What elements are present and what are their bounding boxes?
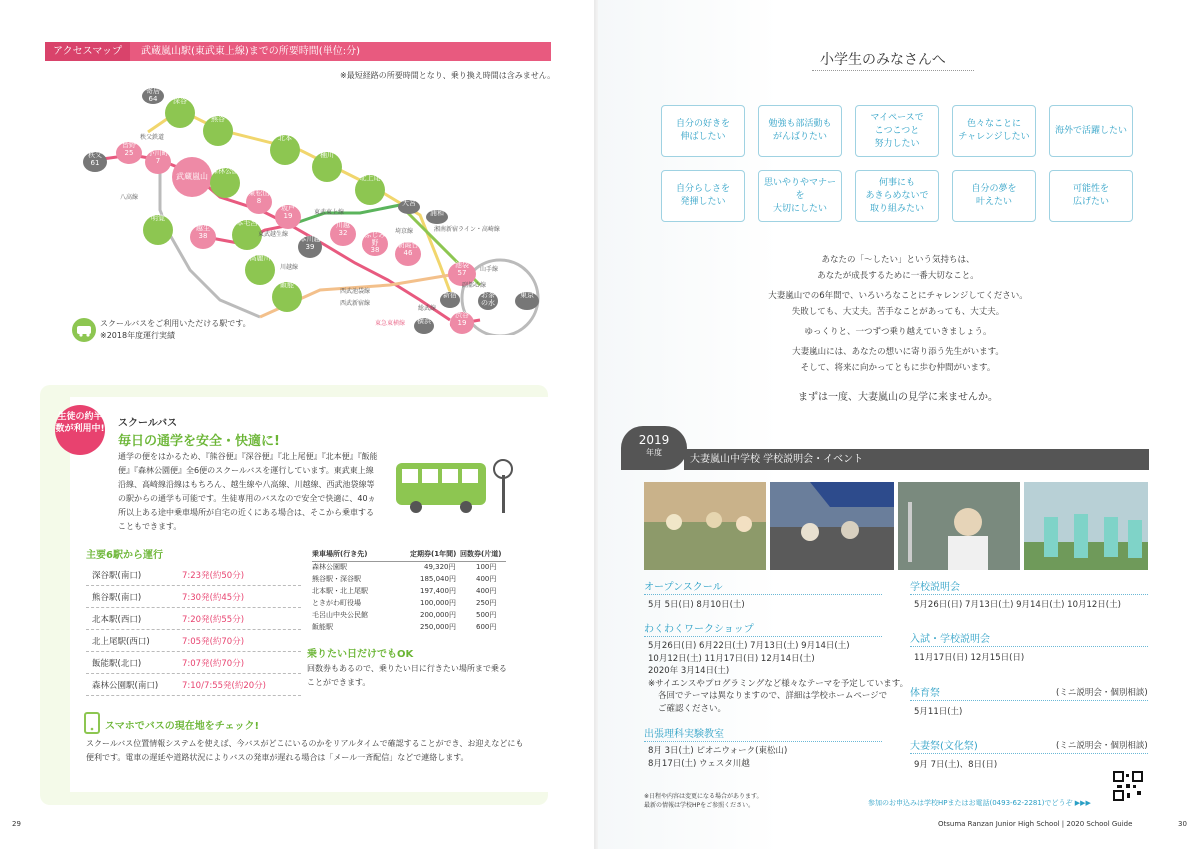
- wish-card: 可能性を 広げたい: [1049, 170, 1133, 222]
- station-fukaya: 深谷: [165, 98, 195, 128]
- schedule-title: 主要6駅から運行: [86, 550, 163, 561]
- schedule-table: [86, 563, 301, 703]
- schedule-footnote: ※日程や内容は変更になる場合があります。 最新の情報は学校HPをご参照ください。: [644, 793, 763, 809]
- event-subnote: (ミニ説明会・個別相談): [1056, 741, 1148, 751]
- schedule-row: 飯能駅(北口) 7:07発(約70分): [86, 651, 301, 674]
- divider: [644, 741, 882, 742]
- event-header-bar: 大妻嵐山中学校 学校説明会・イベント: [684, 449, 1149, 470]
- map-line-label: 副都心線: [462, 282, 487, 289]
- smartphone-icon: [84, 712, 100, 734]
- event-title-exam-session: 入試・学校説明会: [910, 634, 990, 645]
- map-line-label: 秩父鉄道: [140, 134, 165, 141]
- access-note: ※最短経路の所要時間となり、乗り換え時間は含みません。: [340, 71, 556, 80]
- access-map-header: [45, 42, 551, 61]
- ride-flex-title: 乗りたい日だけでもOK: [307, 649, 414, 660]
- event-title-festival: 大妻祭(文化祭): [910, 741, 978, 752]
- divider: [644, 594, 882, 595]
- station-hon-moro: 本毛呂: [232, 220, 262, 250]
- bus-description: 通学の便をはかるため、『熊谷便』『深谷便』『北上尾便』『北本便』『飯能便』『森林公園便』全6便のスクールバスを運行しています。東武東上線沿線、高崎線沿線はもちろん、越生線や八高線、川越線、西武池袋線等の駅からの通学も可能です。生徒専用のバスなので安全で快適に、40ヵ所以上ある途中乗車場所が自宅の近くにある場合は、そこから乗車することもできます。: [118, 452, 378, 531]
- divider: [910, 700, 1148, 701]
- station-shinrin-koen: 森林公園: [210, 168, 240, 198]
- map-line-label: 川越線: [280, 264, 299, 271]
- page-title: 小学生のみなさんへ: [820, 52, 946, 68]
- event-dates: 11月17日(日) 12月15日(日): [914, 653, 1025, 663]
- event-dates: 5月26日(日) 6月22日(土) 7月13日(土) 9月14日(土) 10月12日(土) 11月17日(日) 12月14日(土) 2020年 3月14日(土) ※サイエンスやプログラミングなど様々なテーマを予定しています。 各回でテーマは異なりますので、詳細は学校ホームページで ご確認ください。: [648, 641, 909, 714]
- left-page: [0, 0, 596, 849]
- event-dates: 9月 7日(土)、8日(日): [914, 760, 998, 770]
- station-okegawa: 桶川: [312, 152, 342, 182]
- bus-tracker-body: スクールバス位置情報システムを使えば、今バスがどこにいるのかをリアルタイムで確認することができ、お迎えなどにも便利です。電車の遅延や道路状況によりバスの発車が遅れる場合は「メール一斉配信」などで連絡します。: [86, 739, 524, 762]
- station-kita-ageo: 北上尾: [355, 175, 385, 205]
- station-shinjuku: 新宿: [440, 292, 460, 308]
- bus-legend-note: ※2018年度運行実績: [100, 331, 176, 340]
- station-omiya: 大宮: [398, 200, 420, 214]
- page-number-right: 30: [1178, 820, 1187, 828]
- station-tokyo: 東京: [515, 292, 539, 310]
- wish-card: 色々なことに チャレンジしたい: [952, 105, 1036, 157]
- divider: [644, 636, 882, 637]
- fare-row: 熊谷駅・深谷駅 185,040円 400円: [312, 575, 497, 583]
- station-komagawa: 高麗川: [245, 255, 275, 285]
- map-line-label: 埼京線: [395, 228, 414, 235]
- map-line-label: 湘南新宿ライン・高崎線: [434, 226, 500, 233]
- contact-info: 参加のお申込みは学校HPまたはお電話(0493-62-2281)でどうぞ ▶▶▶: [868, 799, 1091, 807]
- map-line-label: 西武池袋線: [340, 288, 371, 295]
- station-hanno: 飯能: [272, 282, 302, 312]
- station-ikebukuro: 池袋 57: [448, 262, 476, 286]
- station-ochanomizu: お茶の水: [478, 292, 498, 310]
- schedule-row: 北上尾駅(西口) 7:05発(約70分): [86, 629, 301, 652]
- event-dates: 5月11日(土): [914, 707, 963, 717]
- station-asakadai: 朝霞台 46: [395, 242, 421, 266]
- bus-tracker-title: スマホでバスの現在地をチェック!: [105, 721, 260, 732]
- station-hon-kawagoe: 本川越 39: [298, 236, 322, 258]
- wish-card: マイペースで こつこつと 努力したい: [855, 105, 939, 157]
- bus-title: スクールバス: [118, 418, 178, 429]
- event-subnote: (ミニ説明会・個別相談): [1056, 688, 1148, 698]
- bus-headline: 毎日の通学を安全・快適に!: [118, 434, 280, 449]
- bus-illustration-icon: [392, 455, 522, 515]
- wish-card: 何事にも あきらめないで 取り組みたい: [855, 170, 939, 222]
- fare-row: 毛呂山中央公民館 200,000円 500円: [312, 611, 497, 619]
- message-block: あなたの「〜したい」という気持ちは、 あなたが成長するために一番大切なこと。 大妻嵐山での6年間で、いろいろなことにチャレンジしてください。 失敗しても、大丈夫。苦手なことがあっても、大丈夫。 ゆっくりと、一つずつ乗り越えていきましょう。 大妻嵐山には、あなたの想いに寄り添う先生がいます。 そして、将来に向かってともに歩む仲間がいます。: [768, 255, 1028, 373]
- station-kawagoe: 川越 32: [330, 222, 356, 246]
- station-urawa: 浦和: [426, 210, 448, 224]
- station-ogose: 越生 38: [190, 225, 216, 249]
- wish-card: 思いやりやマナーを 大切にしたい: [758, 170, 842, 222]
- wish-card: 自分らしさを 発揮したい: [661, 170, 745, 222]
- event-photo-science: [898, 482, 1020, 570]
- fare-row: 北本駅・北上尾駅 197,400円 400円: [312, 587, 497, 595]
- event-dates: 8月 3日(土) ピオニウォーク(東松山) 8月17日(土) ウェスタ川越: [648, 746, 788, 769]
- fare-row: ときがわ町役場 100,000円 250円: [312, 599, 497, 607]
- station-musashi-ranzan: 武蔵嵐山: [172, 157, 212, 197]
- access-map-tag: アクセスマップ: [45, 42, 130, 61]
- map-line-label: 総武線: [418, 305, 437, 312]
- event-title-workshop: わくわくワークショップ: [644, 624, 754, 635]
- map-line-label: 八高線: [120, 194, 139, 201]
- wish-card: 海外で活躍したい: [1049, 105, 1133, 157]
- station-kumagaya: 熊谷: [203, 116, 233, 146]
- event-photo-fair: [770, 482, 894, 570]
- wish-card: 自分の夢を 叶えたい: [952, 170, 1036, 222]
- station-shibuya: 渋谷 19: [450, 312, 474, 334]
- event-title-sports-day: 体育祭: [910, 688, 940, 699]
- qr-code-icon: [1113, 771, 1143, 801]
- title-underline: [812, 70, 974, 71]
- event-photo-dance: [1024, 482, 1148, 570]
- divider: [910, 753, 1148, 754]
- ride-flex-body: 回数券もあるので、乗りたい日に行きたい場所まで乗ることができます。: [307, 664, 507, 687]
- station-yorii: 寄居 64: [142, 88, 164, 104]
- station-minano: 皆野 25: [116, 142, 142, 164]
- event-dates: 5月 5日(日) 8月10日(土): [648, 600, 745, 610]
- map-line-label: 東武東上線: [314, 209, 345, 216]
- station-sakado: 坂戸 19: [275, 205, 301, 229]
- usage-badge: 生徒の約半数が利用中!: [55, 405, 105, 455]
- divider: [910, 646, 1148, 647]
- map-line-label: 山手線: [480, 266, 499, 273]
- right-page: [598, 0, 1200, 849]
- wish-card: 勉強も部活動も がんばりたい: [758, 105, 842, 157]
- event-title-science-class: 出張理科実験教室: [644, 729, 724, 740]
- rail-map: [60, 85, 550, 335]
- wish-card: 自分の好きを 伸ばしたい: [661, 105, 745, 157]
- event-title-open-school: オープンスクール: [644, 582, 723, 593]
- station-kitamoto: 北本: [270, 135, 300, 165]
- event-photo-workshop: [644, 482, 766, 570]
- access-map-title: 武蔵嵐山駅(東武東上線)までの所要時間(単位:分): [141, 46, 360, 57]
- fare-row: 森林公園駅 49,320円 100円: [312, 563, 497, 571]
- map-line-label: 東急東横線: [375, 320, 406, 327]
- event-dates: 5月26日(日) 7月13日(土) 9月14日(土) 10月12日(土): [914, 600, 1121, 610]
- divider: [910, 594, 1148, 595]
- station-yokohama: 横浜: [414, 318, 434, 334]
- map-line-label: 西武新宿線: [340, 300, 371, 307]
- bus-legend-text: スクールバスをご利用いただける駅です。: [100, 319, 251, 328]
- year-badge: 2019 年度: [621, 426, 687, 470]
- schedule-row: 熊谷駅(南口) 7:30発(約45分): [86, 585, 301, 608]
- footer-school-guide: Otsuma Ranzan Junior High School | 2020 School Guide: [938, 820, 1133, 828]
- fare-row: 飯能駅 250,000円 600円: [312, 623, 497, 631]
- schedule-row: 森林公園駅(南口) 7:10/7:55発(約20分): [86, 673, 301, 696]
- fare-table: [312, 549, 506, 639]
- event-title-info-session: 学校説明会: [910, 582, 960, 593]
- map-line-label: 東武越生線: [258, 231, 289, 238]
- station-ogawamachi: 小川町 7: [145, 150, 171, 174]
- schedule-row: 北本駅(西口) 7:20発(約55分): [86, 607, 301, 630]
- station-chichibu: 秩父 61: [83, 152, 107, 172]
- station-higashi-matsuyama: 東松山 8: [246, 190, 272, 214]
- station-fujimino: ふじみ野 38: [362, 232, 388, 256]
- schedule-row: 深谷駅(南口) 7:23発(約50分): [86, 563, 301, 586]
- bus-legend-icon: [72, 318, 96, 342]
- page-number-left: 29: [12, 820, 21, 828]
- fare-header: 乗車場所(行き先) 定期券(1年間) 回数券(片道): [312, 549, 506, 562]
- station-myokaku: 明覚: [143, 215, 173, 245]
- visit-invitation: まずは一度、大妻嵐山の見学に来ませんか。: [798, 392, 998, 403]
